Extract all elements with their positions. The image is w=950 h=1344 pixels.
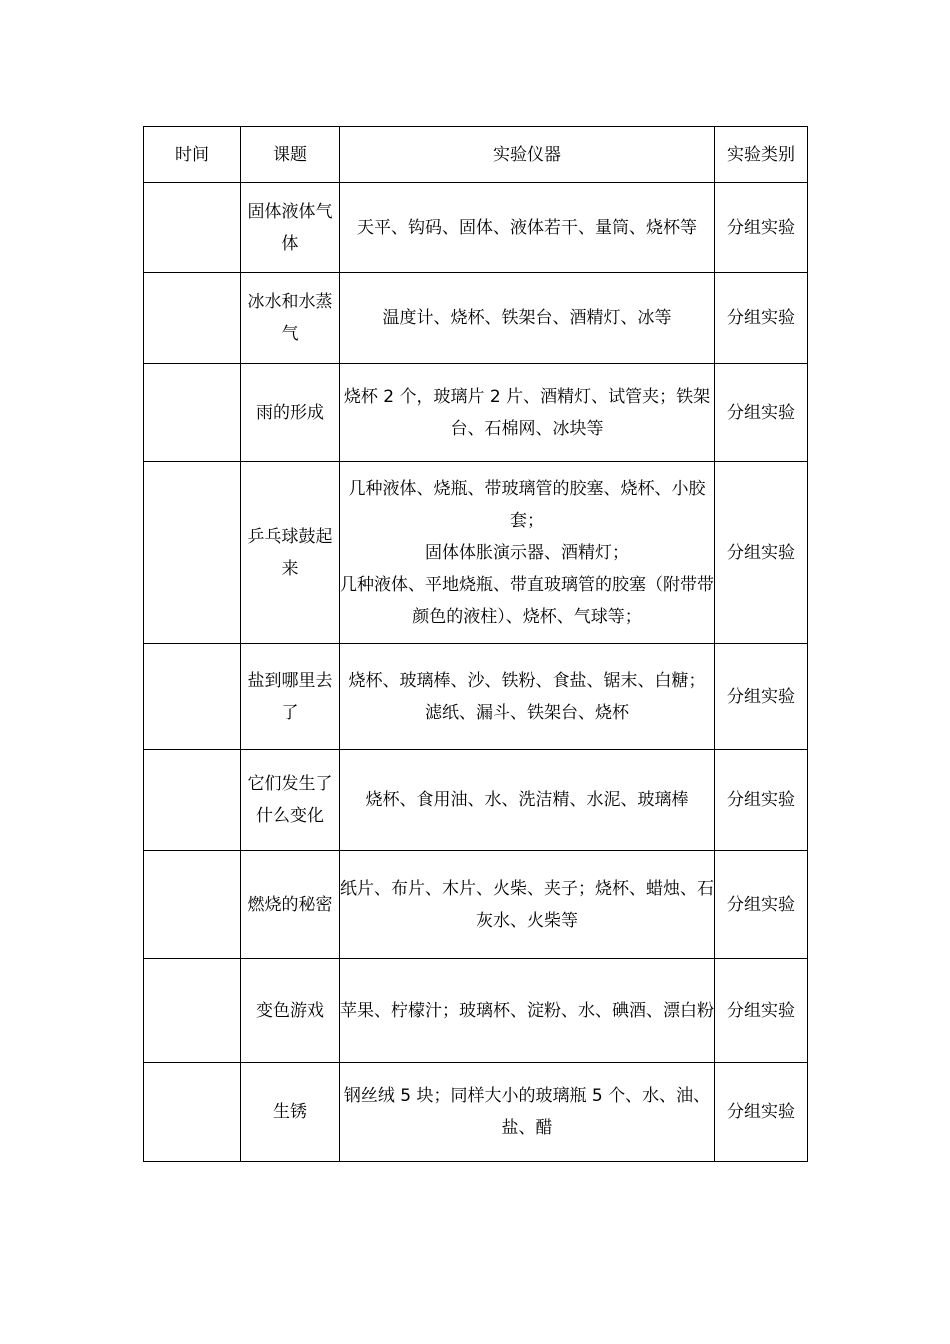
topic-cell: 盐到哪里去了: [241, 644, 340, 750]
topic-cell: 冰水和水蒸气: [241, 273, 340, 364]
table-row: [144, 750, 808, 851]
equipment-line: 几种液体、平地烧瓶、带直玻璃管的胶塞（附带带颜色的液柱）、烧杯、气球等；: [340, 574, 714, 627]
equipment-line: 天平、钩码、固体、液体若干、量筒、烧杯等: [357, 217, 697, 238]
type-cell: 分组实验: [715, 644, 808, 750]
table-row: [144, 851, 808, 959]
type-cell: 分组实验: [715, 273, 808, 364]
table-row: [144, 462, 808, 644]
equipment-cell: [340, 364, 715, 462]
time-cell: [144, 644, 241, 750]
equipment-line: 滤纸、漏斗、铁架台、烧杯: [425, 702, 629, 723]
time-cell: [144, 851, 241, 959]
equipment-line: 几种液体、烧瓶、带玻璃管的胶塞、烧杯、小胶套；: [348, 478, 706, 531]
equipment-line: 纸片、布片、木片、火柴、夹子；烧杯、蜡烛、石灰水、火柴等: [340, 878, 714, 931]
equipment-line: 固体体胀演示器、酒精灯；: [425, 542, 629, 563]
time-cell: [144, 183, 241, 273]
topic-cell: 变色游戏: [241, 959, 340, 1063]
equipment-line: 苹果、柠檬汁；玻璃杯、淀粉、水、碘酒、漂白粉: [340, 1000, 714, 1021]
equipment-line: 温度计、烧杯、铁架台、酒精灯、冰等: [382, 308, 672, 328]
equipment-cell: [340, 183, 715, 273]
equipment-cell: [340, 462, 715, 644]
table-row: [144, 644, 808, 750]
header-equipment: 实验仪器: [340, 127, 715, 183]
table-header-row: [144, 127, 808, 183]
type-cell: 分组实验: [715, 183, 808, 273]
time-cell: [144, 273, 241, 364]
type-cell: 分组实验: [715, 959, 808, 1063]
equipment-line: 烧杯 2 个，玻璃片 2 片、酒精灯、试管夹；铁架台、石棉网、冰块等: [343, 386, 711, 439]
topic-cell: 燃烧的秘密: [241, 851, 340, 959]
type-cell: 分组实验: [715, 364, 808, 462]
header-topic: 课题: [241, 127, 340, 183]
header-type: 实验类别: [715, 127, 808, 183]
topic-cell: 乒乓球鼓起来: [241, 462, 340, 644]
topic-cell: 它们发生了什么变化: [241, 750, 340, 851]
time-cell: [144, 959, 241, 1063]
time-cell: [144, 364, 241, 462]
experiment-table: [143, 126, 808, 1162]
equipment-cell: [340, 644, 715, 750]
time-cell: [144, 462, 241, 644]
equipment-cell: [340, 750, 715, 851]
table-row: [144, 183, 808, 273]
topic-cell: 雨的形成: [241, 364, 340, 462]
header-time: 时间: [144, 127, 241, 183]
type-cell: 分组实验: [715, 851, 808, 959]
equipment-cell: [340, 1063, 715, 1162]
table-row: [144, 273, 808, 364]
table-row: [144, 1063, 808, 1162]
equipment-line: 钢丝绒 5 块；同样大小的玻璃瓶 5 个、水、油、盐、醋: [343, 1086, 711, 1138]
type-cell: 分组实验: [715, 1063, 808, 1162]
type-cell: 分组实验: [715, 750, 808, 851]
equipment-cell: [340, 851, 715, 959]
equipment-cell: [340, 273, 715, 364]
time-cell: [144, 750, 241, 851]
type-cell: 分组实验: [715, 462, 808, 644]
equipment-line: 烧杯、食用油、水、洗洁精、水泥、玻璃棒: [365, 790, 689, 810]
time-cell: [144, 1063, 241, 1162]
table-row: [144, 959, 808, 1063]
equipment-cell: [340, 959, 715, 1063]
equipment-line: 烧杯、玻璃棒、沙、铁粉、食盐、锯末、白糖；: [348, 670, 706, 691]
topic-cell: 固体液体气体: [241, 183, 340, 273]
topic-cell: 生锈: [241, 1063, 340, 1162]
table-row: [144, 364, 808, 462]
